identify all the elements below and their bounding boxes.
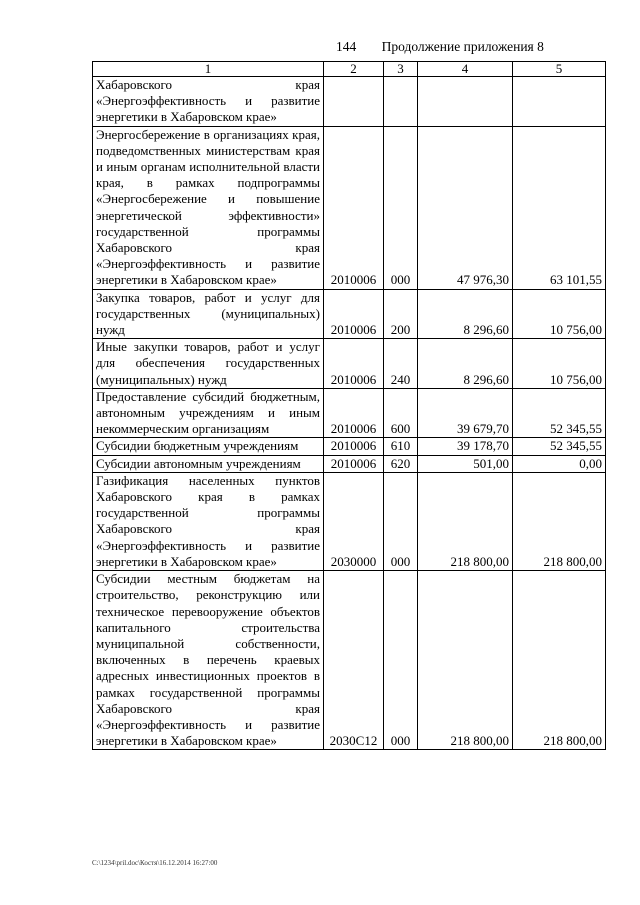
table-row <box>93 339 606 389</box>
row-target-code: 2030000 <box>324 472 384 570</box>
column-header-1: 1 <box>93 62 324 77</box>
row-name: Энергосбережение в организациях края, подведомственных министерствам края и иным органам исполнительной власти края, в рамках подпрограммы «Энергосбережение и повышение энергетической эффективности» государственной программы Хабаровского края «Энергоэффективность и развитие энергетики в Хабаровском крае» <box>93 126 324 289</box>
row-amount-year-2: 52 345,55 <box>513 438 606 455</box>
row-name: Газификация населенных пунктов Хабаровского края в рамках государственной программы Хабаровского края «Энергоэффективность и развитие энергетики в Хабаровском крае» <box>93 472 324 570</box>
row-target-code: 2030С12 <box>324 571 384 750</box>
row-target-code: 2010006 <box>324 126 384 289</box>
row-expense-type: 600 <box>384 388 418 438</box>
page-number: 144 <box>336 39 357 54</box>
row-amount-year-1: 218 800,00 <box>418 571 513 750</box>
column-header-5: 5 <box>513 62 606 77</box>
row-amount-year-1: 39 679,70 <box>418 388 513 438</box>
row-expense-type: 000 <box>384 472 418 570</box>
row-amount-year-2: 10 756,00 <box>513 339 606 389</box>
table-row <box>93 289 606 339</box>
row-amount-year-2: 218 800,00 <box>513 571 606 750</box>
row-target-code: 2010006 <box>324 388 384 438</box>
row-expense-type: 610 <box>384 438 418 455</box>
row-amount-year-2 <box>513 77 606 127</box>
row-target-code: 2010006 <box>324 339 384 389</box>
row-name: Иные закупки товаров, работ и услуг для обеспечения государственных (муниципальных) нужд <box>93 339 324 389</box>
row-amount-year-2: 0,00 <box>513 455 606 472</box>
document-footer-path: C:\1234\pril.doc\Костя\16.12.2014 16:27:00 <box>92 859 218 867</box>
row-expense-type: 000 <box>384 571 418 750</box>
row-amount-year-2: 218 800,00 <box>513 472 606 570</box>
row-expense-type: 240 <box>384 339 418 389</box>
appendix-title: Продолжение приложения 8 <box>381 39 544 54</box>
budget-table <box>92 61 606 750</box>
table-row <box>93 438 606 455</box>
row-amount-year-1: 218 800,00 <box>418 472 513 570</box>
row-target-code: 2010006 <box>324 455 384 472</box>
row-amount-year-1: 39 178,70 <box>418 438 513 455</box>
table-row <box>93 472 606 570</box>
row-name: Субсидии местным бюджетам на строительство, реконструкцию или техническое перевооружение объектов капитального строительства муниципальной собственности, включенных в перечень краевых адресных инвестиционных проектов в рамках государственной программы Хабаровского края «Энергоэффективность и развитие энергетики в Хабаровском крае» <box>93 571 324 750</box>
row-name: Хабаровского края «Энергоэффективность и развитие энергетики в Хабаровском крае» <box>93 77 324 127</box>
row-name: Закупка товаров, работ и услуг для государственных (муниципальных) нужд <box>93 289 324 339</box>
row-expense-type: 000 <box>384 126 418 289</box>
row-amount-year-2: 10 756,00 <box>513 289 606 339</box>
row-expense-type: 620 <box>384 455 418 472</box>
table-row <box>93 388 606 438</box>
row-target-code <box>324 77 384 127</box>
row-amount-year-1: 8 296,60 <box>418 289 513 339</box>
column-header-2: 2 <box>324 62 384 77</box>
row-target-code: 2010006 <box>324 289 384 339</box>
row-name: Субсидии автономным учреждениям <box>93 455 324 472</box>
row-amount-year-2: 52 345,55 <box>513 388 606 438</box>
row-expense-type <box>384 77 418 127</box>
table-row <box>93 126 606 289</box>
row-amount-year-2: 63 101,55 <box>513 126 606 289</box>
row-name: Субсидии бюджетным учреждениям <box>93 438 324 455</box>
table-row <box>93 455 606 472</box>
row-amount-year-1: 8 296,60 <box>418 339 513 389</box>
table-row <box>93 571 606 750</box>
row-expense-type: 200 <box>384 289 418 339</box>
row-amount-year-1 <box>418 77 513 127</box>
row-amount-year-1: 501,00 <box>418 455 513 472</box>
row-amount-year-1: 47 976,30 <box>418 126 513 289</box>
column-header-3: 3 <box>384 62 418 77</box>
row-target-code: 2010006 <box>324 438 384 455</box>
table-row <box>93 77 606 127</box>
column-header-4: 4 <box>418 62 513 77</box>
row-name: Предоставление субсидий бюджетным, автономным учреждениям и иным некоммерческим организациям <box>93 388 324 438</box>
column-numbers-row <box>93 62 606 77</box>
page-header <box>336 39 544 55</box>
